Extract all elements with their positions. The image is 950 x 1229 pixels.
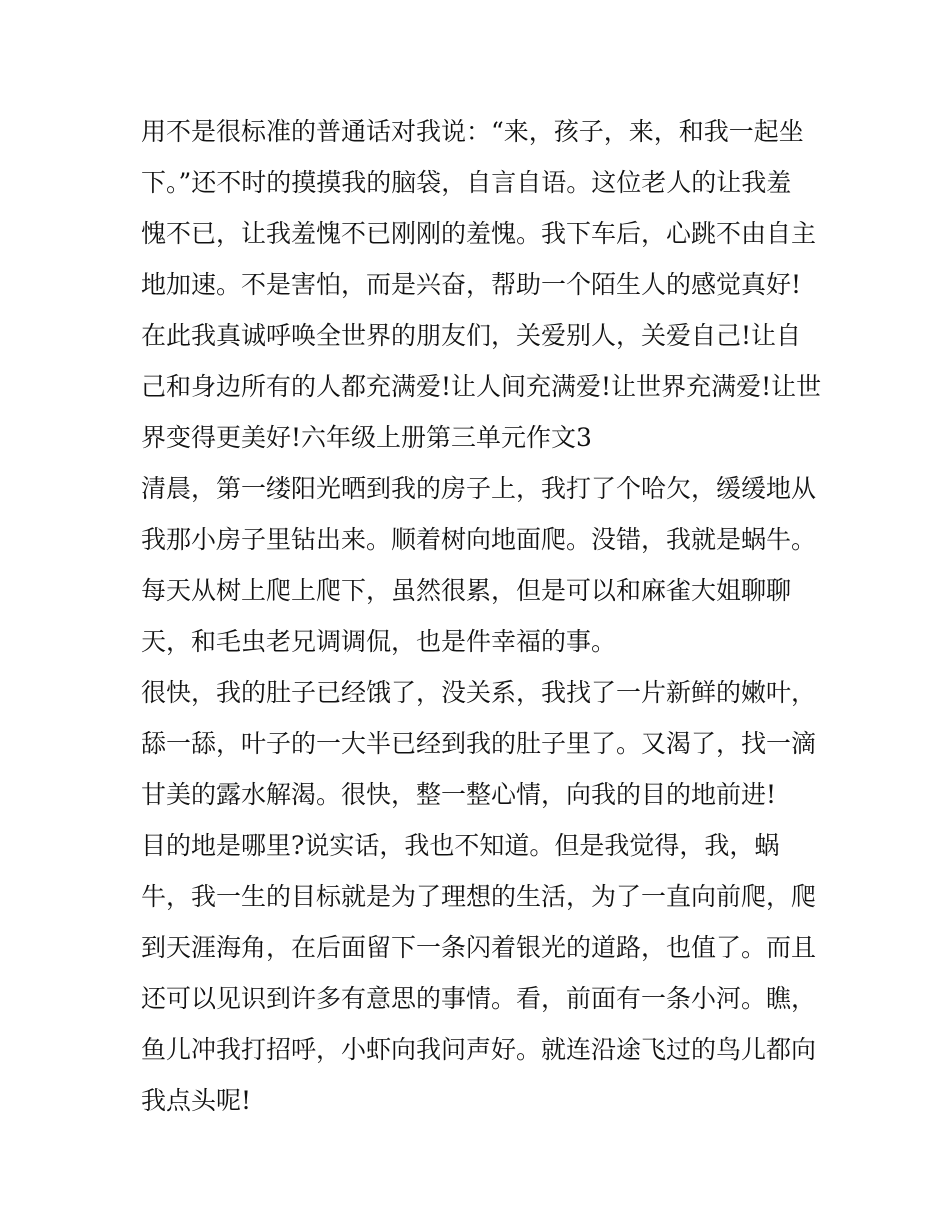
text-line: 愧不已，让我羞愧不已刚刚的羞愧。我下车后，心跳不由自主 [141,219,817,248]
text-line: 在此我真诚呼唤全世界的朋友们，关爱别人，关爱自己!让自 [141,321,802,350]
text-line: 下。”还不时的摸摸我的脑袋，自言自语。这位老人的让我羞 [141,168,792,197]
text-line: 用不是很标准的普通话对我说：“来，孩子，来，和我一起坐 [141,117,804,146]
text-line: 鱼儿冲我打招呼，小虾向我问声好。就连沿途飞过的鸟儿都向 [141,1035,817,1064]
text-line: 我点头呢! [141,1086,252,1115]
text-line: 还可以见识到许多有意思的事情。看，前面有一条小河。瞧， [141,984,817,1013]
text-line: 我那小房子里钻出来。顺着树向地面爬。没错，我就是蜗牛。 [141,525,817,554]
text-line: 到天涯海角，在后面留下一条闪着银光的道路，也值了。而且 [141,933,817,962]
text-line: 舔一舔，叶子的一大半已经到我的肚子里了。又渴了，找一滴 [141,729,817,758]
text-line: 己和身边所有的人都充满爱!让人间充满爱!让世界充满爱!让世 [141,372,822,401]
text-line: 目的地是哪里?说实话，我也不知道。但是我觉得，我，蜗 [141,831,780,860]
text-line: 界变得更美好!六年级上册第三单元作文3 [141,423,592,452]
text-line: 甘美的露水解渴。很快，整一整心情，向我的目的地前进! [141,780,777,809]
text-line: 清晨，第一缕阳光晒到我的房子上，我打了个哈欠，缓缓地从 [141,474,817,503]
text-line: 很快，我的肚子已经饿了，没关系，我找了一片新鲜的嫩叶， [141,678,817,707]
text-line: 地加速。不是害怕，而是兴奋，帮助一个陌生人的感觉真好! [141,270,802,299]
text-line: 牛，我一生的目标就是为了理想的生活，为了一直向前爬，爬 [141,882,817,911]
text-line: 天，和毛虫老兄调调侃，也是件幸福的事。 [141,627,617,656]
text-line: 每天从树上爬上爬下，虽然很累，但是可以和麻雀大姐聊聊 [141,576,792,605]
body-text [141,106,821,1126]
